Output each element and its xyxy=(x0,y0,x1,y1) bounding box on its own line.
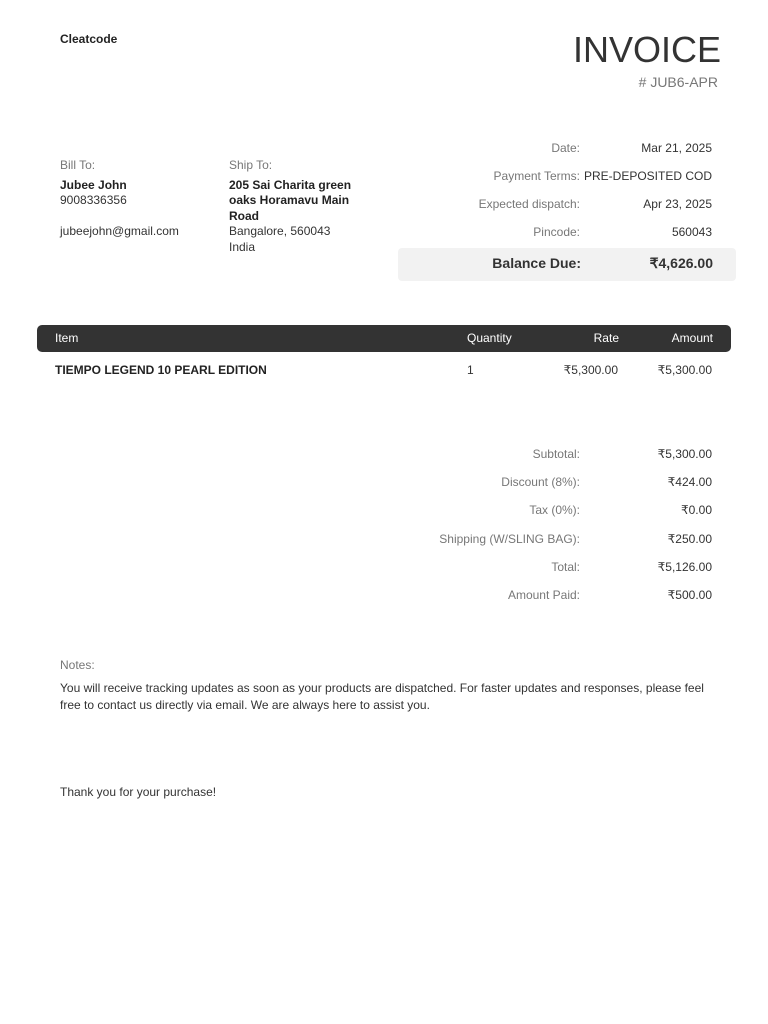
totals-row-subtotal xyxy=(400,447,712,467)
totals-row-total xyxy=(400,560,712,580)
totals-label: Amount Paid: xyxy=(507,588,580,602)
ship-to-line1: 205 Sai Charita green xyxy=(229,178,352,192)
notes-label: Notes: xyxy=(60,658,95,672)
ship-to-line2: oaks Horamavu Main xyxy=(229,193,350,207)
row-quantity: 1 xyxy=(467,363,474,377)
meta-row-pincode xyxy=(400,225,712,245)
meta-label: Date: xyxy=(551,141,580,155)
bill-to-label: Bill To: xyxy=(60,158,96,172)
ship-to-label: Ship To: xyxy=(229,158,273,172)
meta-label: Pincode: xyxy=(533,225,580,239)
totals-value: ₹5,300.00 xyxy=(657,447,712,461)
meta-value: PRE-DEPOSITED COD xyxy=(583,169,712,183)
meta-row-payment-terms xyxy=(400,169,712,189)
totals-value: ₹5,126.00 xyxy=(657,560,712,574)
totals-row-tax xyxy=(400,503,712,523)
totals-label: Shipping (W/SLING BAG): xyxy=(439,532,580,546)
company-name: Cleatcode xyxy=(60,32,118,46)
totals-value: ₹500.00 xyxy=(667,588,712,602)
totals-label: Total: xyxy=(551,560,580,574)
totals-label: Tax (0%): xyxy=(529,503,580,517)
meta-row-date xyxy=(400,141,712,161)
bill-to-name: Jubee John xyxy=(60,178,127,192)
notes-text: You will receive tracking updates as soon as your products are dispatched. For faster updates and responses, please feel free to contact us directly via email. We are always here to assist you. xyxy=(60,681,704,712)
totals-label: Discount (8%): xyxy=(501,475,580,489)
header-rate: Rate xyxy=(593,331,619,345)
header-item: Item xyxy=(55,331,79,345)
meta-value: 560043 xyxy=(671,225,712,239)
ship-to-line5: India xyxy=(229,240,256,254)
balance-due-value: ₹4,626.00 xyxy=(649,255,713,271)
meta-value: Apr 23, 2025 xyxy=(643,197,712,211)
meta-value: Mar 21, 2025 xyxy=(641,141,712,155)
ship-to-line3: Road xyxy=(229,209,259,223)
header-quantity: Quantity xyxy=(467,331,512,345)
totals-value: ₹424.00 xyxy=(667,475,712,489)
invoice-title: INVOICE xyxy=(572,29,721,70)
row-rate: ₹5,300.00 xyxy=(563,363,618,377)
totals-row-amount-paid xyxy=(400,588,712,608)
row-item: TIEMPO LEGEND 10 PEARL EDITION xyxy=(55,363,267,377)
totals-value: ₹250.00 xyxy=(667,532,712,546)
totals-label: Subtotal: xyxy=(532,447,580,461)
meta-row-expected-dispatch xyxy=(400,197,712,217)
meta-label: Payment Terms: xyxy=(493,169,580,183)
balance-due-label: Balance Due: xyxy=(492,255,581,271)
ship-to-line4: Bangalore, 560043 xyxy=(229,224,331,238)
invoice-number: # JUB6-APR xyxy=(638,74,718,90)
items-table-header xyxy=(37,325,731,352)
totals-value: ₹0.00 xyxy=(681,503,712,517)
totals-row-discount xyxy=(400,475,712,495)
row-amount: ₹5,300.00 xyxy=(657,363,712,377)
totals-row-shipping xyxy=(400,532,712,552)
balance-due-box xyxy=(398,248,736,281)
bill-to-email: jubeejohn@gmail.com xyxy=(60,224,179,238)
thank-you-text: Thank you for your purchase! xyxy=(60,785,217,799)
bill-to-phone: 9008336356 xyxy=(60,193,127,207)
table-row xyxy=(37,362,731,382)
header-amount: Amount xyxy=(671,331,713,345)
meta-label: Expected dispatch: xyxy=(478,197,580,211)
